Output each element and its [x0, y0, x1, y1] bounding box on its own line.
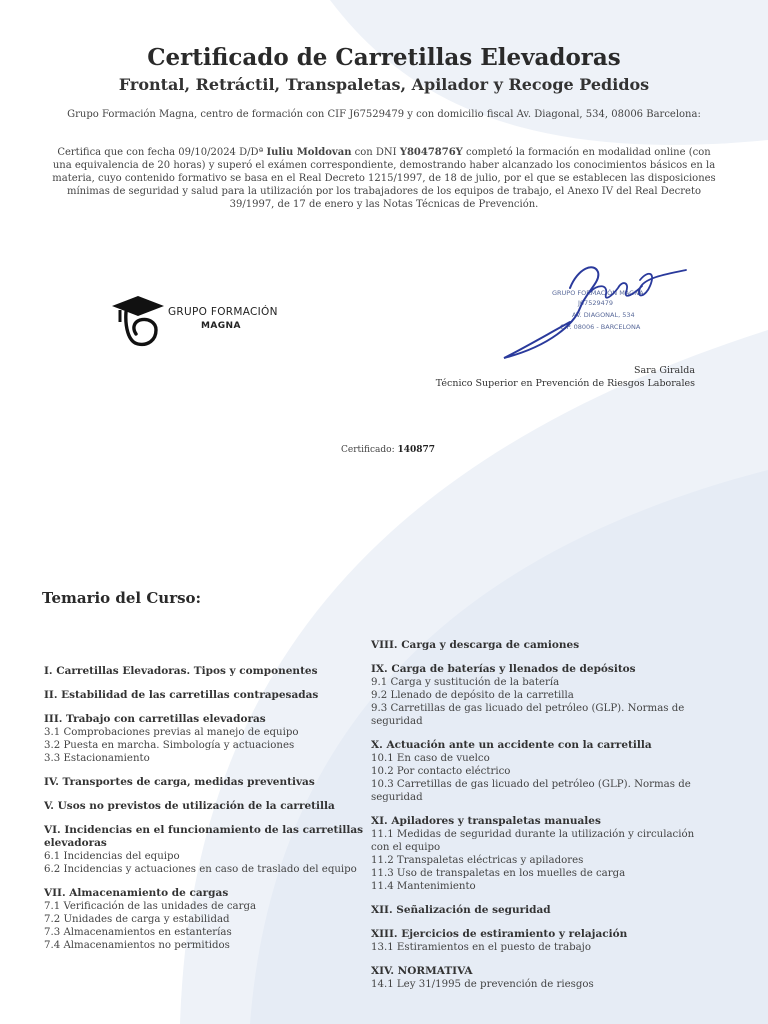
- syllabus-item: 6.1 Incidencias del equipo: [44, 851, 180, 862]
- syllabus-section-title: III. Trabajo con carretillas elevadoras: [44, 713, 266, 725]
- syllabus-section-title: XI. Apiladores y transpaletas manuales: [371, 815, 601, 827]
- signature-stamp: [490, 258, 695, 368]
- syllabus-item: 9.3 Carretillas de gas licuado del petróleo (GLP). Normas de seguridad: [371, 703, 685, 727]
- certificate-title: Certificado de Carretillas Elevadoras: [147, 44, 621, 71]
- syllabus-section-title: I. Carretillas Elevadoras. Tipos y componentes: [44, 665, 318, 677]
- syllabus-item: 11.4 Mantenimiento: [371, 881, 476, 892]
- svg-text:GRUPO FORMACIÓN MAGNA: GRUPO FORMACIÓN MAGNA: [552, 289, 644, 297]
- certification-text: Certifica que con fecha 09/10/2024 D/Dª Iuliu Moldovan con DNI Y8047876Y completó la formación en modalidad online (con una equivalencia de 20 horas) y superó el exámen correspondiente, demostrando haber alcanzado los conocimientos básicos en la materia, cuyo contenido formativo se basa en el Real Decreto 1215/1997, de 18 de julio, por el que se establecen las disposiciones mínimas de seguridad y salud para la utilización por los trabajadores de los equipos de trabajo, el Anexo IV del Real Decreto 39/1997, de 17 de enero y las Notas Técnicas de Prevención.: [52, 147, 716, 210]
- syllabus-section-title: IX. Carga de baterías y llenados de depósitos: [371, 663, 636, 675]
- syllabus-section: [371, 663, 701, 728]
- syllabus-item: 9.2 Llenado de depósito de la carretilla: [371, 690, 574, 701]
- syllabus-section: [371, 739, 701, 804]
- syllabus-item: 11.1 Medidas de seguridad durante la utilización y circulación con el equipo: [371, 829, 695, 853]
- syllabus-section-title: VII. Almacenamiento de cargas: [44, 887, 229, 899]
- svg-text:AV. DIAGONAL, 534: AV. DIAGONAL, 534: [572, 311, 635, 319]
- syllabus-section-title: XII. Señalización de seguridad: [371, 904, 551, 916]
- syllabus-item: 7.2 Unidades de carga y estabilidad: [44, 914, 230, 925]
- syllabus-title: Temario del Curso:: [42, 589, 202, 607]
- syllabus-item: 3.2 Puesta en marcha. Simbología y actuaciones: [44, 740, 295, 751]
- syllabus-section-title: V. Usos no previstos de utilización de la carretilla: [44, 800, 335, 812]
- syllabus-section: [44, 689, 364, 702]
- syllabus-section-title: VIII. Carga y descarga de camiones: [371, 639, 580, 651]
- syllabus-item: 14.1 Ley 31/1995 de prevención de riesgos: [371, 979, 594, 990]
- syllabus-section-title: IV. Transportes de carga, medidas preventivas: [44, 776, 315, 788]
- syllabus-item: 10.3 Carretillas de gas licuado del petróleo (GLP). Normas de seguridad: [371, 779, 691, 803]
- syllabus-section: [44, 713, 364, 765]
- syllabus-section: [371, 815, 701, 893]
- syllabus-item: 7.4 Almacenamientos no permitidos: [44, 940, 230, 951]
- syllabus-section: [44, 776, 364, 789]
- syllabus-section: [371, 904, 701, 917]
- syllabus-item: 6.2 Incidencias y actuaciones en caso de traslado del equipo: [44, 864, 357, 875]
- syllabus-section-title: X. Actuación ante un accidente con la carretilla: [371, 739, 652, 751]
- syllabus-section: [371, 965, 701, 991]
- syllabus-section-title: VI. Incidencias en el funcionamiento de las carretillas elevadoras: [44, 824, 364, 849]
- syllabus-section: [371, 928, 701, 954]
- intro-text: Grupo Formación Magna, centro de formación con CIF J67529479 y con domicilio fiscal Av. Diagonal, 534, 08006 Barcelona:: [67, 109, 701, 120]
- syllabus-section: [44, 665, 364, 678]
- graduation-cap-icon: [110, 292, 166, 348]
- svg-text:C.P. 08006 - BARCELONA: C.P. 08006 - BARCELONA: [560, 323, 641, 331]
- syllabus-item: 11.3 Uso de transpaletas en los muelles de carga: [371, 868, 626, 879]
- student-name: Iuliu Moldovan: [266, 147, 352, 158]
- syllabus-item: 7.1 Verificación de las unidades de carga: [44, 901, 257, 912]
- syllabus-item: 10.1 En caso de vuelco: [371, 753, 490, 764]
- syllabus-section: [44, 887, 364, 952]
- syllabus-item: 10.2 Por contacto eléctrico: [371, 766, 511, 777]
- syllabus-item: 3.3 Estacionamiento: [44, 753, 150, 764]
- company-logo: [110, 292, 290, 348]
- syllabus-right-column: [371, 639, 701, 1002]
- syllabus-item: 9.1 Carga y sustitución de la batería: [371, 677, 560, 688]
- student-dni: Y8047876Y: [399, 147, 463, 158]
- syllabus-section: [44, 800, 364, 813]
- svg-text:J67529479: J67529479: [578, 299, 614, 307]
- signer-block: [436, 364, 695, 390]
- syllabus-section-title: XIV. NORMATIVA: [371, 965, 473, 977]
- logo-text-grupo: GRUPO FORMACIÓN: [168, 306, 278, 318]
- syllabus-section: [44, 824, 364, 876]
- syllabus-item: 7.3 Almacenamientos en estanterías: [44, 927, 232, 938]
- syllabus-item: 13.1 Estiramientos en el puesto de trabajo: [371, 942, 591, 953]
- signer-name: Sara Giralda: [633, 365, 695, 376]
- signer-role: Técnico Superior en Prevención de Riesgos Laborales: [435, 378, 695, 389]
- syllabus-section-title: II. Estabilidad de las carretillas contrapesadas: [44, 689, 319, 701]
- syllabus-section: [371, 639, 701, 652]
- certificate-subtitle: Frontal, Retráctil, Transpaletas, Apilador y Recoge Pedidos: [118, 75, 650, 94]
- syllabus-item: 3.1 Comprobaciones previas al manejo de equipo: [44, 727, 299, 738]
- syllabus-item: 11.2 Transpaletas eléctricas y apiladores: [371, 855, 584, 866]
- logo-text-magna: MAGNA: [201, 321, 241, 331]
- syllabus-left-column: [44, 665, 364, 963]
- syllabus-section-title: XIII. Ejercicios de estiramiento y relajación: [371, 928, 628, 940]
- certificate-number: Certificado: 140877: [341, 445, 436, 455]
